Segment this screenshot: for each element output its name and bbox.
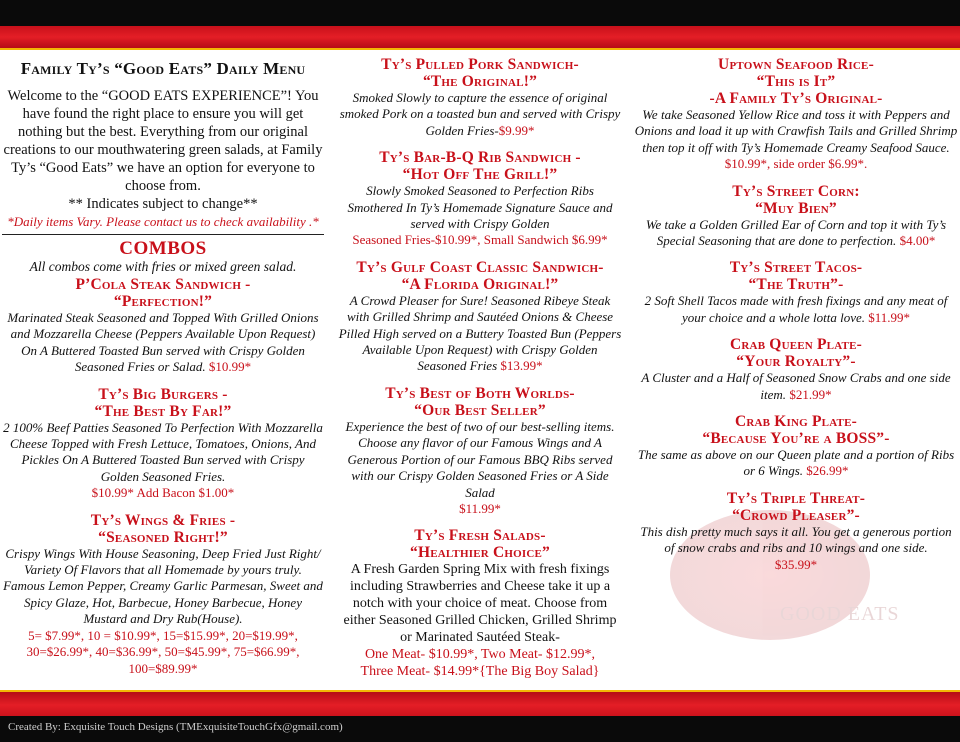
- menu-item-best-of-both: [338, 385, 622, 517]
- bottom-red-band: [0, 690, 960, 718]
- price-line: 100=$89.99*: [128, 660, 198, 676]
- item-tagline: “Our Best Seller”: [414, 401, 546, 419]
- designer-credit: Created By: Exquisite Touch Designs (TMExquisiteTouchGfx@gmail.com): [8, 721, 343, 733]
- menu-column-1: [2, 56, 324, 687]
- item-subtitle: -A Family Ty’s Original-: [709, 90, 883, 107]
- item-description: This dish pretty much says it all. You get a generous portion of snow crabs and ribs and 10 wings and one side.: [640, 523, 952, 556]
- item-price: $4.00*: [899, 233, 936, 249]
- item-description: A Crowd Pleaser for Sure! Seasoned Ribeye Steak with Grilled Shrimp and Sautéed Onions & Cheese Pilled High served on a Buttery Toasted Bun (Peppers Available Upon Request) with Crispy Golden Seasoned Fries: [338, 292, 622, 374]
- item-description: We take Seasoned Yellow Rice and toss it with Peppers and Onions and load it up with Crawfish Tails and Grilled Shrimp then top it off with Ty’s Homemade Creamy Seafood Sauce.: [634, 107, 958, 155]
- top-black-band: [0, 0, 960, 26]
- item-price: $9.99*: [498, 122, 535, 138]
- item-title: Uptown Seafood Rice-: [718, 56, 874, 73]
- top-red-band: [0, 26, 960, 50]
- menu-item-seafood-rice: [634, 56, 958, 173]
- item-tagline: “Perfection!”: [113, 293, 213, 310]
- item-price: $10.99*, side order $6.99*.: [724, 156, 868, 172]
- daily-items-note: *Daily items Vary. Please contact us to check availability .*: [7, 214, 319, 229]
- menu-title: Family Ty’s “Good Eats” Daily Menu: [20, 59, 306, 78]
- item-title: Ty’s Triple Threat-: [726, 489, 866, 507]
- item-tagline: “Because You’re a BOSS”-: [702, 430, 890, 448]
- menu-item-street-tacos: [634, 259, 958, 326]
- item-title: Ty’s Best of Both Worlds-: [385, 384, 575, 402]
- item-description: 2 100% Beef Patties Seasoned To Perfection With Mozzarella Cheese Topped with Fresh Lettuce, Tomatoes, Onions, And Pickles On A Buttered Toasted Bun served with Crispy Golden Seasoned Fries.: [3, 419, 323, 484]
- combos-subtitle: All combos come with fries or mixed green salad.: [29, 259, 297, 274]
- item-price: $35.99*: [774, 556, 818, 572]
- menu-item-street-corn: [634, 183, 958, 250]
- item-tagline: “Healthier Choice”: [410, 544, 550, 562]
- item-title: Crab Queen Plate-: [730, 336, 862, 354]
- menu-item-big-burgers: [2, 386, 324, 502]
- item-description: Smoked Slowly to capture the essence of original smoked Pork on a toasted bun and served with Crispy Golden Fries-: [339, 90, 621, 138]
- item-price: $26.99*: [806, 463, 849, 479]
- menu-item-crab-queen: [634, 336, 958, 403]
- item-title: Crab King Plate-: [735, 413, 857, 431]
- item-title: Ty’s Street Corn:: [732, 182, 860, 200]
- menu-item-crab-king: [634, 413, 958, 480]
- item-tagline: “This is It”: [756, 73, 836, 90]
- item-description: A Cluster and a Half of Seasoned Snow Crabs and one side item.: [641, 370, 951, 402]
- welcome-text: Welcome to the “GOOD EATS EXPERIENCE”! You have found the right place to ensure you will get nothing but the best. Everything from our original creations to our mouthwatering green salads, at Family Ty’s “Good Eats” we have an option for everyone to choose from.: [3, 88, 323, 194]
- item-price: $10.99* Add Bacon $1.00*: [91, 485, 235, 501]
- item-description: Experience the best of two of our best-selling items. Choose any flavor of our Famous Wings and A Generous Portion of our Famous BBQ Ribs served with our Crispy Golden Seasoned Fries or A Side Salad: [345, 418, 615, 500]
- menu-item-triple-threat: [634, 490, 958, 573]
- item-price: Seasoned Fries-$10.99*, Small Sandwich $6.99*: [352, 232, 608, 248]
- item-title: P’Cola Steak Sandwich -: [75, 276, 251, 293]
- price-line: Three Meat- $14.99*{The Big Boy Salad}: [360, 664, 600, 680]
- item-tagline: “The Best By Far!”: [94, 402, 232, 420]
- item-tagline: “A Florida Original!”: [401, 275, 559, 293]
- menu-item-wings-fries: [2, 512, 324, 677]
- item-title: Ty’s Gulf Coast Classic Sandwich-: [356, 258, 604, 276]
- change-note: ** Indicates subject to change**: [68, 196, 258, 212]
- item-tagline: “Your Royalty”-: [736, 353, 856, 371]
- item-description: The same as above on our Queen plate and a portion of Ribs or 6 Wings.: [637, 447, 955, 479]
- menu-item-pulled-pork: [338, 56, 622, 139]
- item-description: Marinated Steak Seasoned and Topped With Grilled Onions and Mozzarella Cheese (Peppers Available Upon Request) On A Buttered Toasted Bun served with Crispy Golden Seasoned Fries or Salad.: [7, 310, 319, 375]
- item-description: Slowly Smoked Seasoned to Perfection Ribs Smothered In Ty’s Homemade Signature Sauce and served with Crispy Golden: [347, 183, 613, 232]
- item-price: $10.99*: [208, 359, 252, 375]
- menu-item-fresh-salads: [338, 527, 622, 680]
- menu-column-2: [338, 56, 622, 690]
- item-description: Crispy Wings With House Seasoning, Deep Fried Just Right/ Variety Of Flavors that all Homemade by yours truly. Famous Lemon Pepper, Creamy Garlic Parmesan, Sweet and Spicy Glaze, Hot, Barbecue, Honey Barbecue, Honey Mustard and Dry Rub(House).: [3, 545, 323, 627]
- item-description: A Fresh Garden Spring Mix with fresh fixings including Strawberries and Cheese take it up a notch with your choice of meat. Choose from either Seasoned Grilled Chicken, Grilled Shrimp or Marinated Sautéed Steak-: [343, 562, 617, 646]
- item-title: Ty’s Fresh Salads-: [414, 527, 546, 545]
- price-line: 5= $7.99*, 10 = $10.99*, 15=$15.99*, 20=$19.99*,: [28, 627, 298, 643]
- menu-item-gulf-coast: [338, 259, 622, 375]
- combos-heading: COMBOS: [119, 238, 207, 259]
- divider: [2, 234, 324, 235]
- item-title: Ty’s Bar-B-Q Rib Sandwich -: [379, 149, 581, 167]
- item-title: Ty’s Street Tacos-: [729, 259, 863, 277]
- item-tagline: “Hot Off The Grill!”: [402, 166, 558, 184]
- item-price: $21.99*: [789, 386, 832, 402]
- item-price: $11.99*: [868, 309, 911, 325]
- item-tagline: “Muy Bien”: [755, 199, 837, 217]
- item-description: 2 Soft Shell Tacos made with fresh fixings and any meat of your choice and a whole lotta love.: [644, 293, 948, 325]
- item-price: $11.99*: [459, 500, 501, 516]
- item-description: We take a Golden Grilled Ear of Corn and top it with Ty’s Special Seasoning that are done to perfection.: [645, 216, 947, 249]
- price-line: 30=$26.99*, 40=$36.99*, 50=$45.99*, 75=$66.99*,: [26, 644, 300, 660]
- menu-item-rib-sandwich: [338, 149, 622, 249]
- price-line: One Meat- $10.99*, Two Meat- $12.99*,: [364, 647, 596, 663]
- item-tagline: “Seasoned Right!”: [98, 528, 228, 546]
- menu-item-pcola-steak: [2, 276, 324, 376]
- item-price: $13.99*: [500, 358, 543, 374]
- menu-column-3: [634, 56, 958, 583]
- item-title: Ty’s Wings & Fries -: [90, 511, 236, 529]
- item-title: Ty’s Big Burgers -: [98, 385, 228, 403]
- item-tagline: “The Truth”-: [748, 276, 844, 294]
- item-tagline: “Crowd Pleaser”-: [732, 506, 860, 524]
- item-title: Ty’s Pulled Pork Sandwich-: [381, 56, 579, 73]
- watermark-text: GOOD EATS: [780, 603, 900, 625]
- item-tagline: “The Original!”: [422, 73, 538, 90]
